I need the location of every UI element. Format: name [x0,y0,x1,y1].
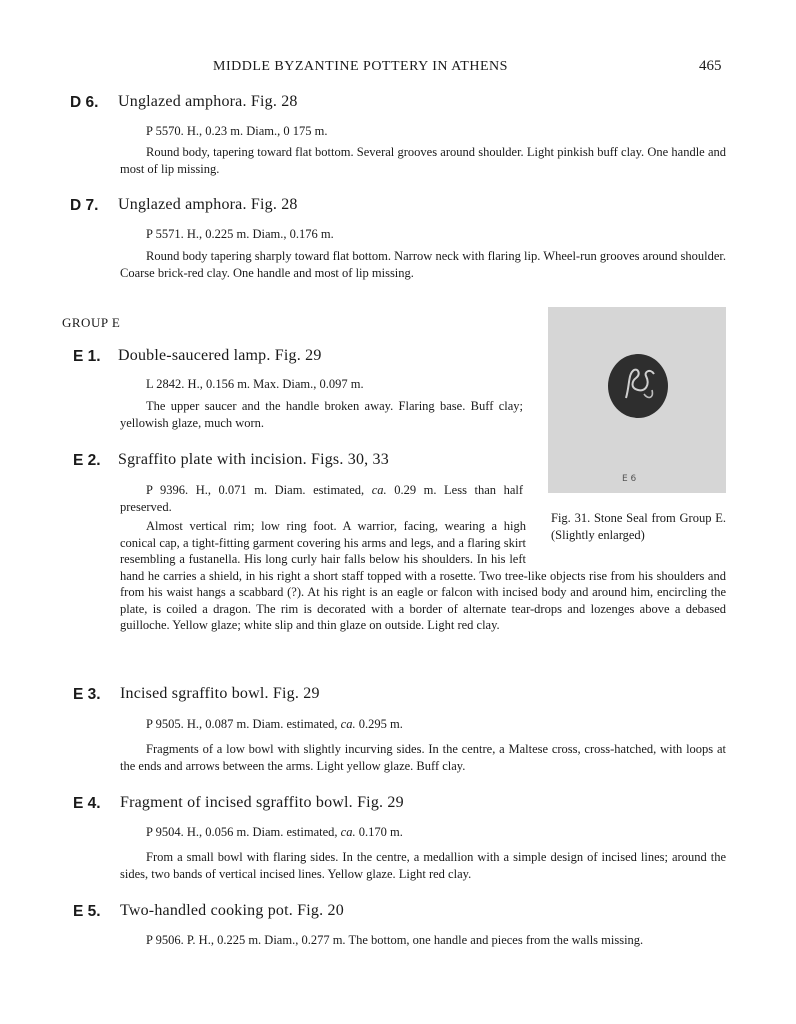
meta-circa: ca. [371,483,387,497]
entry-number-e2: E 2. [73,452,101,469]
entry-body-e2 [120,518,726,634]
figure-caption: Fig. 31. Stone Seal from Group E. (Slightly enlarged) [551,511,726,542]
meta-circa: ca. [340,717,356,731]
meta-tail: 0.170 m. [358,825,403,839]
photo-label: E 6 [622,474,637,484]
entry-meta-e4 [146,825,403,840]
entry-meta-e2 [120,482,523,515]
seal-incised-design [608,354,668,418]
entry-body-d6: Round body, tapering toward flat bottom. Several grooves around shoulder. Light pinkish buff clay. One handle and most of lip missing. [120,145,726,176]
entry-number-d6: D 6. [70,94,99,111]
page-number: 465 [699,58,722,74]
entry-number-e5: E 5. [73,903,101,920]
group-heading: GROUP E [62,315,121,330]
entry-body-e5: P 9506. P. H., 0.225 m. Diam., 0.277 m. The bottom, one handle and pieces from the walls missing. [146,933,644,947]
meta-lead: P 9505. H., 0.087 m. Diam. estimated, [146,717,338,731]
entry-title-e1: Double-saucered lamp. Fig. 29 [118,347,322,364]
running-title: MIDDLE BYZANTINE POTTERY IN ATHENS [213,59,508,74]
meta-circa: ca. [340,825,356,839]
entry-body-e3: Fragments of a low bowl with slightly incurving sides. In the centre, a Maltese cross, cross-hatched, with loops at the ends and arrows between the arms. Light yellow glaze. Buff clay. [120,742,726,773]
entry-number-e3: E 3. [73,686,101,703]
meta-lead: P 9396. H., 0.071 m. Diam. estimated, [146,483,365,497]
entry-number-e1: E 1. [73,348,101,365]
body-text: Almost vertical rim; low ring foot. A warrior, facing, wearing a high conical cap, a tight-fitting garment covering his arms and legs, and a flaring skirt resembling a fustanella. His long curly hair falls below his shoulders. In his left hand he carries a shield, in his right a short staff topped with a rosette. Two tree-like objects rise from his shoulders and from his waist hangs a scabbard (?). At his right is an eagle or falcon with incised body and around him, encircling the plate, is coiled a dragon. The rim is decorated with a border of alternate tear-drops and lozenges above a debased guilloche. Yellow glaze; white slip and thin glaze on outside. Light red clay. [120,519,726,632]
entry-number-e4: E 4. [73,795,101,812]
meta-lead: P 9504. H., 0.056 m. Diam. estimated, [146,825,338,839]
entry-title-d6: Unglazed amphora. Fig. 28 [118,93,298,110]
entry-body-e1: The upper saucer and the handle broken away. Flaring base. Buff clay; yellowish glaze, much worn. [120,399,523,430]
seal-photograph [548,307,726,493]
entry-number-d7: D 7. [70,197,99,214]
entry-title-e3: Incised sgraffito bowl. Fig. 29 [120,685,320,702]
entry-meta-d7: P 5571. H., 0.225 m. Diam., 0.176 m. [146,227,334,241]
entry-meta-e1: L 2842. H., 0.156 m. Max. Diam., 0.097 m. [146,377,364,391]
meta-tail: 0.295 m. [358,717,403,731]
entry-body-e4: From a small bowl with flaring sides. In the centre, a medallion with a simple design of incised lines; around the sides, two bands of vertical incised lines. Yellow glaze. Light red clay. [120,850,726,881]
entry-meta-d6: P 5570. H., 0.23 m. Diam., 0 175 m. [146,124,328,138]
meta-tail: 0.29 m. Less than half preserved. [120,483,524,514]
figure-wrap-spacer [526,518,726,552]
entry-meta-e3 [146,717,403,732]
entry-title-e5: Two-handled cooking pot. Fig. 20 [120,902,344,919]
entry-title-d7: Unglazed amphora. Fig. 28 [118,196,298,213]
stone-seal-image [608,354,668,418]
entry-body-d7: Round body tapering sharply toward flat bottom. Narrow neck with flaring lip. Wheel-run grooves around shoulder. Coarse brick-red clay. One handle and most of lip missing. [120,249,726,280]
entry-title-e4: Fragment of incised sgraffito bowl. Fig. 29 [120,794,404,811]
entry-title-e2: Sgraffito plate with incision. Figs. 30, 33 [118,451,389,468]
